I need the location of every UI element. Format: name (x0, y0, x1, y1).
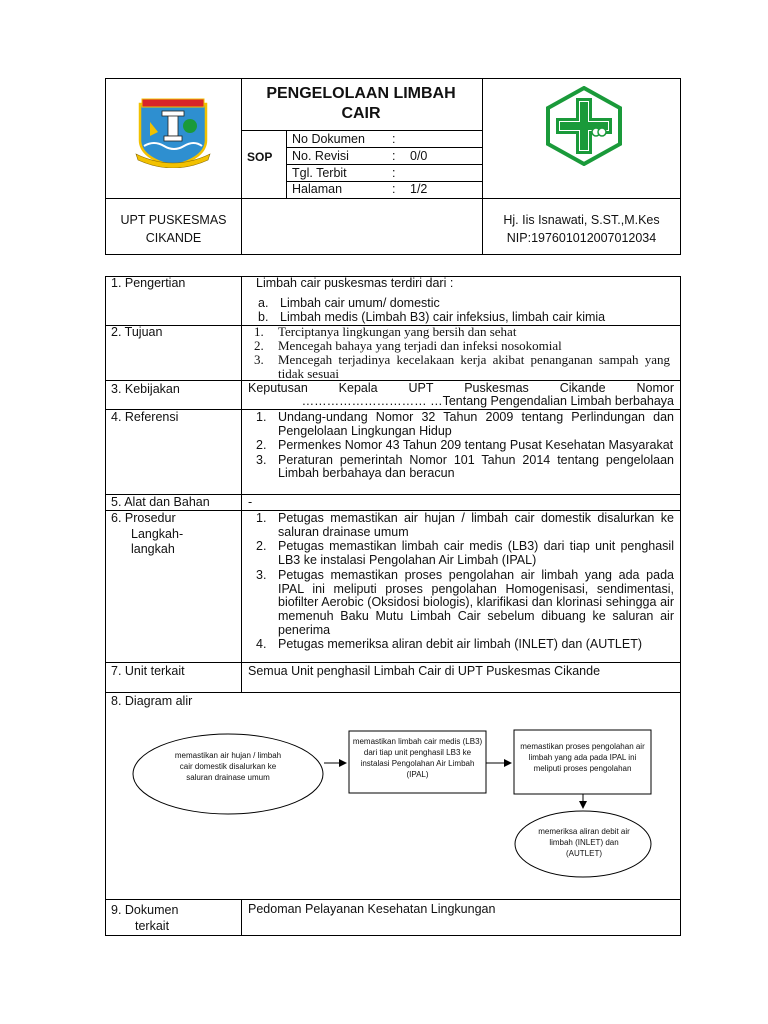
regency-crest-logo (134, 96, 212, 168)
section-label-dokumen (111, 902, 178, 934)
list-item (258, 296, 678, 310)
meta-label: No Dokumen (292, 132, 365, 146)
referensi-list (256, 411, 674, 481)
dokumen-label-line-2: terkait (135, 919, 170, 933)
meta-separator: : (392, 166, 396, 180)
signer-block (483, 211, 680, 247)
puskesmas-logo (544, 86, 624, 166)
flow-node-4: memeriksa aliran debit air limbah (INLET) dan (AUTLET) (538, 827, 630, 858)
section-label-alat: 5. Alat dan Bahan (111, 495, 210, 509)
list-text: Petugas memastikan air hujan / limbah cair domestik disalurkan ke saluran drainase umum (278, 511, 674, 539)
list-item (256, 569, 674, 638)
org-name-line-2: CIKANDE (145, 231, 202, 245)
prosedur-list (256, 512, 674, 652)
meta-value: 1/2 (410, 182, 428, 196)
list-text: Limbah cair umum/ domestic (280, 296, 440, 310)
list-item (254, 339, 670, 353)
list-marker: b. (258, 310, 269, 324)
list-item (256, 411, 674, 438)
kebijakan-line-1: Keputusan Kepala UPT Puskesmas Cikande Nomor (248, 381, 674, 395)
section-label-tujuan: 2. Tujuan (111, 325, 163, 339)
list-text: Limbah medis (Limbah B3) cair infeksius, limbah cair kimia (280, 310, 606, 324)
list-text: Terciptanya lingkungan yang bersih dan sehat (278, 324, 517, 339)
meta-separator: : (392, 182, 396, 196)
meta-separator: : (392, 149, 396, 163)
list-marker: 4. (256, 637, 267, 652)
unit-value: Semua Unit penghasil Limbah Cair di UPT Puskesmas Cikande (248, 664, 601, 678)
signer-nip: NIP:197601012007012034 (506, 231, 657, 245)
meta-label: Halaman (292, 182, 343, 196)
list-text: Petugas memastikan proses pengolahan air limbah yang ada pada IPAL ini meliputi proses pengolahan Homogenisasi, sendimentasi, biofilter Aerobic (Oksidosi biologis), klarifikasi dan klorinasi sehingga air memenuh Baku Mutu Limbah Cair sebelum dibuang ke saluran air penerima (278, 567, 674, 637)
section-label-kebijakan: 3. Kebijakan (111, 382, 180, 396)
meta-label: No. Revisi (292, 149, 349, 163)
list-text: Petugas memastikan limbah cair medis (LB3) dari tiap unit penghasil LB3 ke instalasi Pengolahan Air Limbah (IPAL) (278, 539, 674, 568)
list-marker: 1. (254, 324, 264, 339)
flow-node-3: memastikan proses pengolahan air limbah yang ada pada IPAL ini meliputi proses pengolahan (520, 742, 645, 773)
org-name-line-1: UPT PUSKESMAS (120, 213, 227, 227)
meta-label: Tgl. Terbit (292, 166, 347, 180)
signer-name: Hj. Iis Isnawati, S.ST.,M.Kes (503, 213, 660, 227)
list-marker: a. (258, 296, 269, 310)
section-label-prosedur (111, 511, 183, 558)
prosedur-label-line-2: Langkah- (131, 526, 184, 541)
list-text: Mencegah terjadinya kecelakaan kerja akibat penanganan sampah yang tidak sesuai (278, 352, 670, 381)
pengertian-intro: Limbah cair puskesmas terdiri dari : (256, 276, 454, 290)
alat-value: - (248, 495, 253, 509)
meta-value: 0/0 (410, 149, 428, 163)
list-marker: 1. (256, 511, 267, 525)
flow-node-2: memastikan limbah cair medis (LB3) dari tiap unit penghasil LB3 ke instalasi Pengolahan Air Limbah (IPAL) (352, 737, 483, 779)
prosedur-label-line-1: 6. Prosedur (111, 511, 176, 525)
organization-name (106, 211, 241, 247)
list-item (254, 353, 670, 381)
list-item (256, 540, 674, 567)
list-marker: 3. (254, 352, 264, 367)
list-item (256, 454, 674, 481)
list-item (258, 310, 678, 324)
meta-separator: : (392, 132, 396, 146)
flowchart (106, 693, 680, 899)
list-item (256, 512, 674, 539)
list-text: Mencegah bahaya yang terjadi dan infeksi nosokomial (278, 338, 562, 353)
list-marker: 2. (256, 539, 267, 554)
flowchart-shapes (106, 693, 680, 899)
list-text: Permenkes Nomor 43 Tahun 209 tentang Pusat Kesehatan Masyarakat (278, 438, 674, 453)
section-label-diagram: 8. Diagram alir (111, 694, 193, 708)
dokumen-value: Pedoman Pelayanan Kesehatan Lingkungan (248, 902, 496, 916)
flow-node-1: memastikan air hujan / limbah cair domestik disalurkan ke saluran drainase umum (174, 751, 282, 782)
tujuan-list (254, 325, 670, 381)
list-text: Undang-undang Nomor 32 Tahun 2009 tentang Perlindungan dan Pengelolaan Lingkungan Hidup (278, 410, 674, 438)
list-marker: 2. (256, 438, 267, 453)
list-item (254, 325, 670, 339)
list-marker: 1. (256, 410, 267, 424)
list-text: Peraturan pemerintah Nomor 101 Tahun 2014 tentang pengelolaan Limbah berbahaya dan beracun (278, 452, 674, 481)
document-title: PENGELOLAAN LIMBAH CAIR (266, 85, 456, 122)
list-marker: 3. (256, 452, 267, 467)
list-item (256, 638, 674, 652)
list-text: Petugas memeriksa aliran debit air limbah (INLET) dan (AUTLET) (278, 637, 643, 652)
list-item (256, 439, 674, 453)
prosedur-label-line-3: langkah (131, 542, 175, 556)
pengertian-list (258, 296, 678, 324)
kebijakan-line-2: ………………………… …Tentang Pengendalian Limbah berbahaya (301, 394, 674, 408)
section-label-referensi: 4. Referensi (111, 410, 179, 424)
sop-label: SOP (247, 150, 273, 164)
section-label-unit: 7. Unit terkait (111, 664, 185, 678)
dokumen-label-line-1: 9. Dokumen (111, 903, 179, 917)
list-marker: 3. (256, 567, 267, 582)
list-marker: 2. (254, 338, 264, 353)
section-label-pengertian: 1. Pengertian (111, 276, 186, 290)
